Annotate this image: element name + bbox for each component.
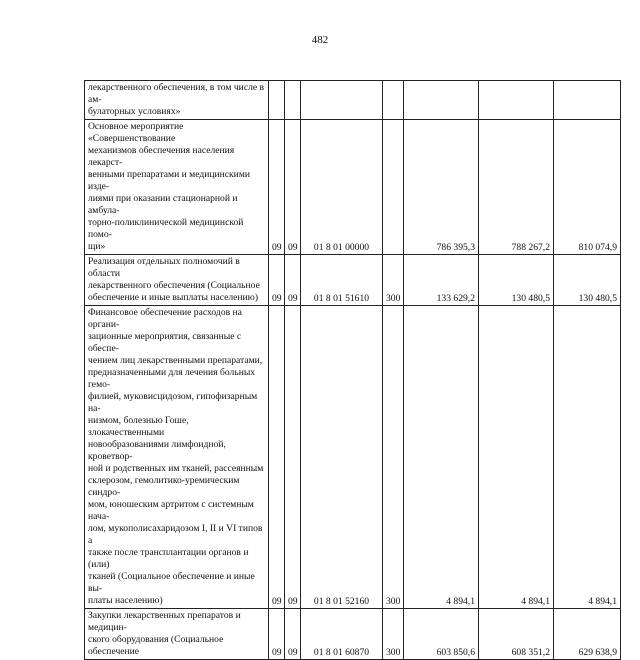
row-description: Закупки лекарственных препаратов и медицин- ского оборудования (Социальное обеспечение	[85, 609, 269, 660]
cell-target-article: 01 8 01 60870	[301, 609, 383, 660]
cell-subsection: 09	[285, 306, 301, 609]
cell-section: 09	[269, 306, 285, 609]
cell-target-article	[301, 81, 383, 120]
cell-target-article: 01 8 01 00000	[301, 120, 383, 255]
table-row	[85, 81, 621, 120]
cell-section: 09	[269, 255, 285, 306]
cell-year-1	[404, 81, 479, 120]
page-number: 482	[311, 34, 329, 46]
cell-year-2	[479, 81, 554, 120]
cell-target-article: 01 8 01 52160	[301, 306, 383, 609]
cell-subsection: 09	[285, 609, 301, 660]
cell-year-3: 130 480,5	[554, 255, 621, 306]
row-description: Реализация отдельных полномочий в области лекарственного обеспечения (Социальное обеспечение и иные выплаты населению)	[85, 255, 269, 306]
cell-expense-type: 300	[383, 255, 404, 306]
cell-section: 09	[269, 120, 285, 255]
budget-table	[84, 80, 621, 660]
cell-expense-type	[383, 120, 404, 255]
table-row	[85, 120, 621, 255]
cell-section: 09	[269, 609, 285, 660]
cell-year-3: 4 894,1	[554, 306, 621, 609]
cell-year-2: 788 267,2	[479, 120, 554, 255]
cell-year-1: 4 894,1	[404, 306, 479, 609]
cell-year-3	[554, 81, 621, 120]
table-row	[85, 609, 621, 660]
cell-section	[269, 81, 285, 120]
row-description: лекарственного обеспечения, в том числе в ам- булаторных условиях»	[85, 81, 269, 120]
cell-expense-type	[383, 81, 404, 120]
cell-year-1: 786 395,3	[404, 120, 479, 255]
cell-subsection: 09	[285, 255, 301, 306]
row-description: Финансовое обеспечение расходов на органи- зационные мероприятия, связанные с обеспе- чением лиц лекарственными препаратами, предназначенными для лечения больных гемо- филией, муковисцидозом, гипофизарным на- низмом, болезнью Гоше, злокачественными новообразованиями лимфоидной, кроветвор- ной и родственных им тканей, рассеянным склерозом, гемолитико-уремическим синдро- мом, юношеским артритом с системным нача- лом, мукополисахаридозом I, II и VI типов а также после трансплантации органов и (или) тканей (Социальное обеспечение и иные вы- платы населению)	[85, 306, 269, 609]
cell-subsection: 09	[285, 120, 301, 255]
cell-year-2: 130 480,5	[479, 255, 554, 306]
cell-subsection	[285, 81, 301, 120]
cell-expense-type: 300	[383, 609, 404, 660]
table-row	[85, 306, 621, 609]
cell-year-2: 608 351,2	[479, 609, 554, 660]
cell-year-1: 133 629,2	[404, 255, 479, 306]
table-row	[85, 255, 621, 306]
cell-target-article: 01 8 01 51610	[301, 255, 383, 306]
cell-year-3: 629 638,9	[554, 609, 621, 660]
cell-expense-type: 300	[383, 306, 404, 609]
cell-year-3: 810 074,9	[554, 120, 621, 255]
cell-year-2: 4 894,1	[479, 306, 554, 609]
row-description: Основное мероприятие «Совершенствование механизмов обеспечения населения лекарст- венными препаратами и медицинскими изде- лиями при оказании стационарной и амбула- торно-поликлинической медицинской помо- щи»	[85, 120, 269, 255]
cell-year-1: 603 850,6	[404, 609, 479, 660]
